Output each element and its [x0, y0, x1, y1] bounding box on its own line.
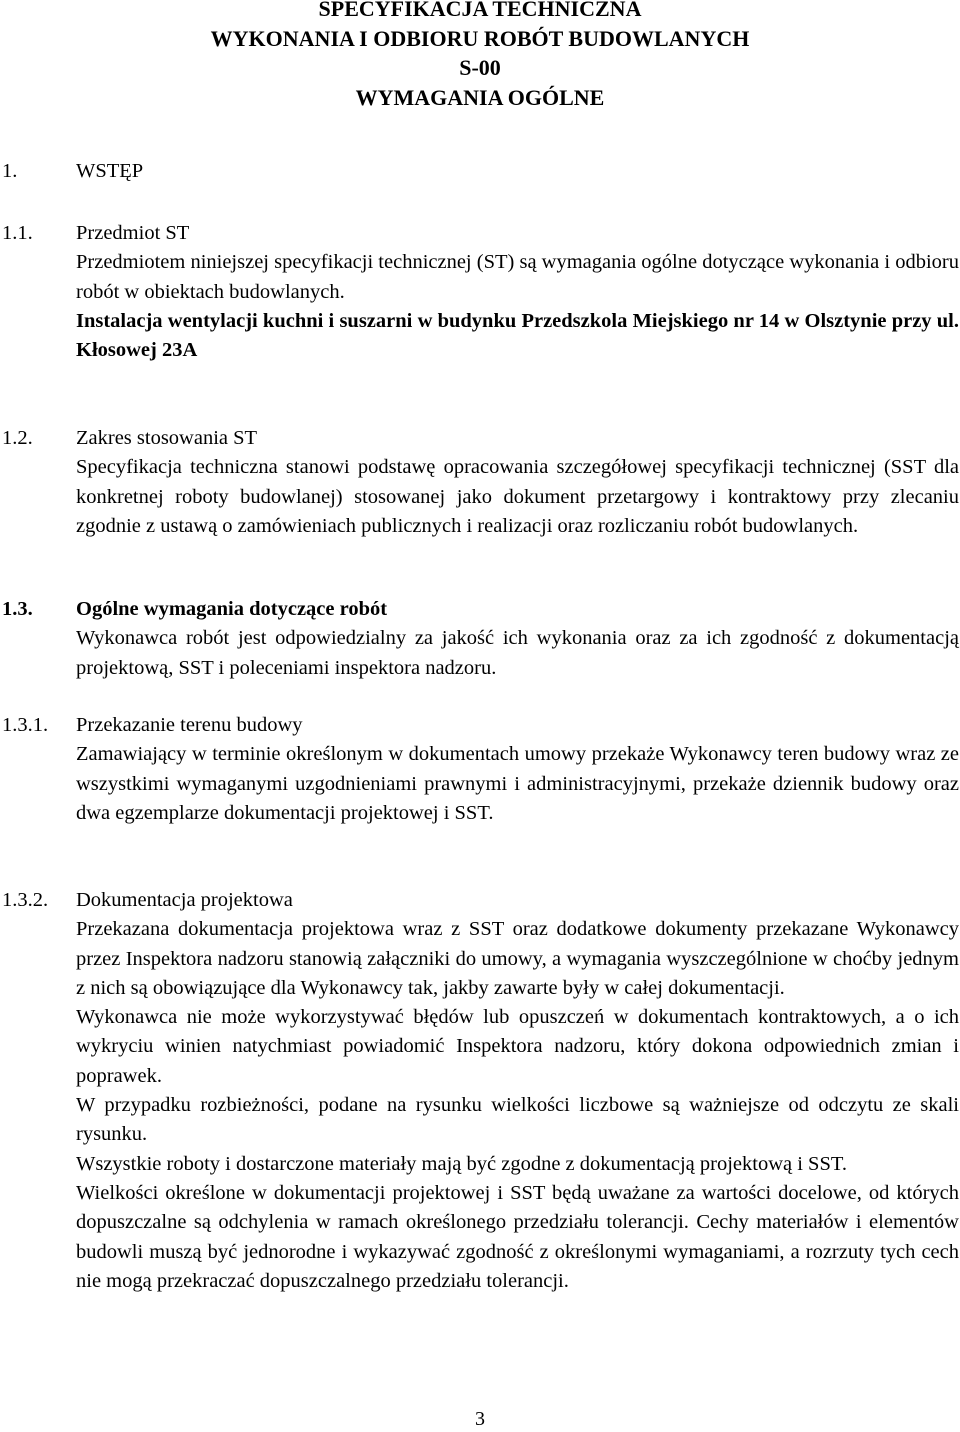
section-1-1 — [76, 219, 959, 365]
section-1-number: 1. — [2, 160, 18, 182]
section-1-3-2-paragraph-5: Wielkości określone w dokumentacji projektowej i SST będą uważane za wartości docelowe, od których dopuszczalne są odchylenia w ramach określonego przedziału tolerancji. Cechy materiałów i elementów budowli muszą być jednorodne i wykazywać zgodność z określonymi wymaganiami, a rozrzuty tych cech nie mogą przekraczać dopuszczalnego przedziału tolerancji. — [76, 1181, 959, 1292]
section-1-heading: WSTĘP — [76, 160, 144, 182]
section-1-3-text: Wykonawca robót jest odpowiedzialny za jakość ich wykonania oraz za ich zgodność z dokumentacją projektową, SST i poleceniami inspektora nadzoru. — [76, 627, 959, 679]
section-1-3-2-paragraph-4: Wszystkie roboty i dostarczone materiały mają być zgodne z dokumentacją projektową i SST. — [76, 1152, 847, 1175]
section-1-3-2-heading: Dokumentacja projektowa — [76, 889, 293, 911]
title-line-3: S-00 — [459, 55, 501, 80]
page-number: 3 — [475, 1408, 485, 1430]
section-1-3-number: 1.3. — [2, 598, 33, 620]
section-1-2-heading: Zakres stosowania ST — [76, 427, 258, 449]
section-1-3-1-text: Zamawiający w terminie określonym w dokumentach umowy przekaże Wykonawcy teren budowy wraz ze wszystkimi wymaganymi uzgodnieniami prawnymi i administracyjnymi, przekaże dziennik budowy oraz dwa egzemplarze dokumentacji projektowej i SST. — [76, 743, 959, 824]
section-1-3 — [76, 595, 959, 683]
section-1-3-2 — [76, 886, 959, 1296]
section-1-1-heading: Przedmiot ST — [76, 222, 190, 244]
document-title — [0, 0, 960, 112]
section-1-1-bold-text: Instalacja wentylacji kuchni i suszarni w budynku Przedszkola Miejskiego nr 14 w Olsztynie przy ul. Kłosowej 23A — [76, 309, 959, 362]
section-1-3-2-number: 1.3.2. — [2, 889, 49, 911]
section-1-2-text: Specyfikacja techniczna stanowi podstawę opracowania szczegółowej specyfikacji technicznej (SST dla konkretnej roboty budowlanej) stosowanej jako dokument przetargowy i kontraktowy przy zlecaniu zgodnie z ustawą o zamówieniach publicznych i realizacji oraz rozliczaniu robót budowlanych. — [76, 456, 959, 537]
section-1-3-2-paragraph-3: W przypadku rozbieżności, podane na rysunku wielkości liczbowe są ważniejsze od odczytu ze skali rysunku. — [76, 1094, 959, 1146]
title-line-4: WYMAGANIA OGÓLNE — [355, 84, 605, 110]
section-1-1-number: 1.1. — [2, 222, 33, 244]
section-1-3-2-paragraph-2: Wykonawca nie może wykorzystywać błędów lub opuszczeń w dokumentach kontraktowych, a o ich wykryciu winien natychmiast powiadomić Inspektora nadzoru, który dokona odpowiednich zmian i poprawek. — [76, 1006, 959, 1087]
section-1 — [76, 157, 959, 186]
title-line-1: SPECYFIKACJA TECHNICZNA — [318, 0, 642, 21]
section-1-3-2-paragraph-1: Przekazana dokumentacja projektowa wraz z SST oraz dodatkowe dokumenty przekazane Wykonawcy przez Inspektora nadzoru stanowią załączniki do umowy, a wymagania wyszczególnione w choćby jednym z nich są obowiązujące dla Wykonawcy tak, jakby zawarte były w całej dokumentacji. — [76, 918, 959, 999]
title-line-2: WYKONANIA I ODBIORU ROBÓT BUDOWLANYCH — [210, 25, 750, 51]
section-1-3-1-heading: Przekazanie terenu budowy — [76, 714, 303, 736]
section-1-2 — [76, 424, 959, 541]
section-1-3-heading: Ogólne wymagania dotyczące robót — [76, 598, 388, 620]
section-1-3-1 — [76, 711, 959, 828]
section-1-3-1-number: 1.3.1. — [2, 714, 49, 736]
section-1-2-number: 1.2. — [2, 427, 33, 449]
section-1-1-text: Przedmiotem niniejszej specyfikacji technicznej (ST) są wymagania ogólne dotyczące wykonania i odbioru robót w obiektach budowlanych. — [76, 251, 959, 303]
